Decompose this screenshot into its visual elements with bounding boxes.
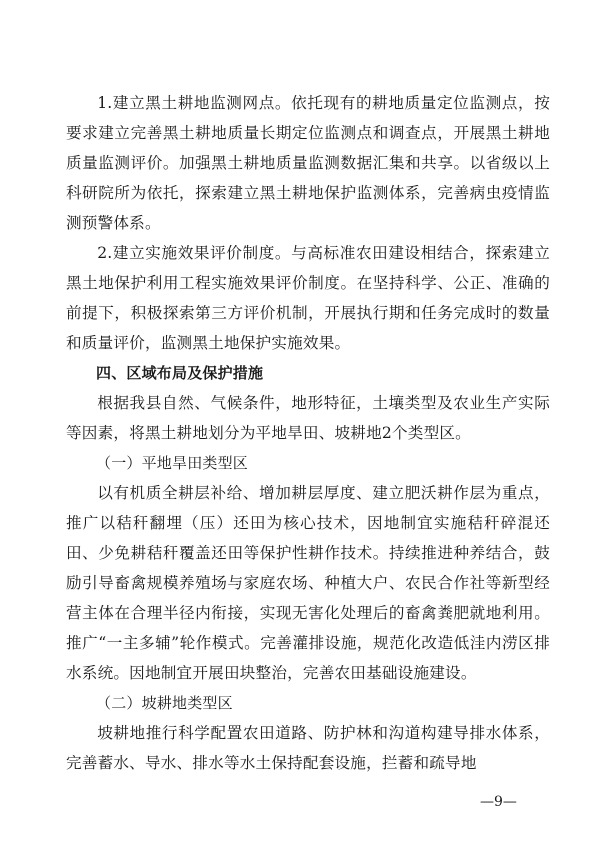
page-number: —9—: [480, 794, 517, 810]
paragraph-region-division: 根据我县自然、气候条件，地形特征，土壤类型及农业生产实际等因素，将黑土耕地划分为平地旱田、坡耕地2个类型区。: [66, 394, 550, 442]
paragraph-slope-farmland-measures: 坡耕地推行科学配置农田道路、防护林和沟道构建导排水体系，完善蓄水、导水、排水等水土保持配套设施，拦蓄和疏导地: [66, 724, 550, 772]
section-heading-regional-layout: 四、区域布局及保护措施: [96, 364, 264, 382]
document-body: [66, 88, 550, 778]
subheading-slope-farmland: （二）坡耕地类型区: [96, 694, 233, 712]
subheading-flat-dryland: （一）平地旱田类型区: [96, 454, 249, 472]
paragraph-monitoring-network: 1.建立黑土耕地监测网点。依托现有的耕地质量定位监测点，按要求建立完善黑土耕地质量长期定位监测点和调查点，开展黑土耕地质量监测评价。加强黑土耕地质量监测数据汇集和共享。以省级以上科研院所为依托，探索建立黑土耕地保护监测体系，完善病虫疫情监测预警体系。: [66, 94, 550, 232]
paragraph-flat-dryland-measures: 以有机质全耕层补给、增加耕层厚度、建立肥沃耕作层为重点，推广以秸秆翻埋（压）还田为核心技术，因地制宜实施秸秆碎混还田、少免耕秸秆覆盖还田等保护性耕作技术。持续推进种养结合，鼓励引导畜禽规模养殖场与家庭农场、种植大户、农民合作社等新型经营主体在合理半径内衔接，实现无害化处理后的畜禽粪肥就地利用。推广“一主多辅”轮作模式。完善灌排设施，规范化改造低洼内涝区排水系统。因地制宜开展田块整治，完善农田基础设施建设。: [66, 484, 550, 682]
paragraph-evaluation-system: 2.建立实施效果评价制度。与高标准农田建设相结合，探索建立黑土地保护利用工程实施效果评价制度。在坚持科学、公正、准确的前提下，积极探索第三方评价机制，开展执行期和任务完成时的数量和质量评价，监测黑土地保护实施效果。: [66, 244, 550, 352]
